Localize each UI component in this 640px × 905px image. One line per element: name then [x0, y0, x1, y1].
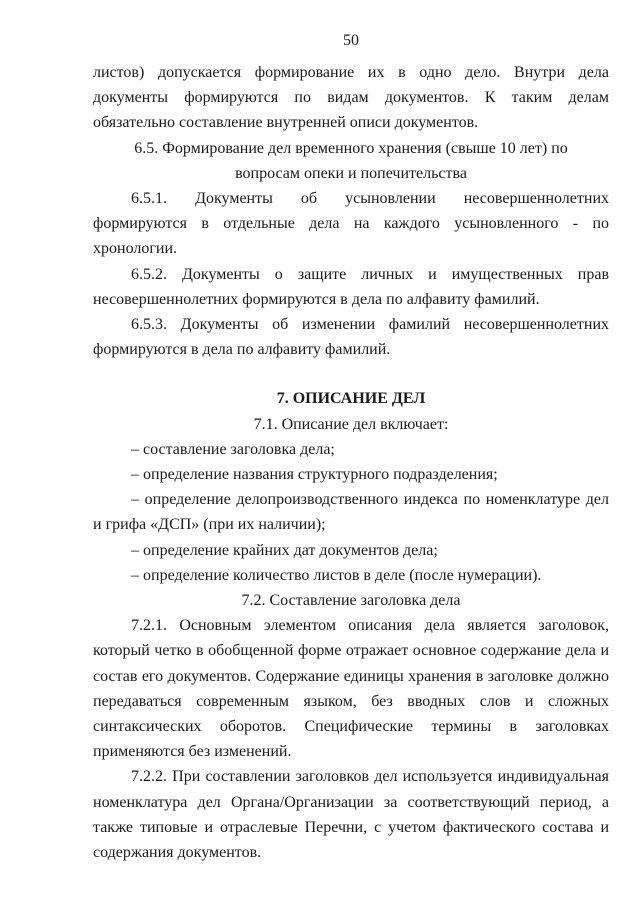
list-item: – определение названия структурного подразделения; [131, 466, 498, 484]
page-number: 50 [343, 32, 359, 49]
paragraph-6-5-1: 6.5.1. Документы об усыновлении несовершеннолетних формируются в отдельные дела на каждого усыновленного - по хронологии. [93, 190, 609, 258]
paragraph-7-2-1: 7.2.1. Основным элементом описания дела является заголовок, который четко в обобщенной форме отражает основное содержание дела и состав его документов. Содержание единицы хранения в заголовке должно передаваться современным языком, без вводных слов и сложных синтаксических оборотов. Специфические термины в заголовках применяются без изменений. [93, 617, 609, 761]
list-item: – определение крайних дат документов дела; [131, 541, 438, 559]
paragraph-6-5-3: 6.5.3. Документы об изменении фамилий несовершеннолетних формируются в дела по алфавиту фамилий. [93, 316, 609, 359]
subsection-heading-7-2: 7.2. Составление заголовка дела [241, 592, 461, 610]
paragraph-7-2-2: 7.2.2. При составлении заголовков дел используется индивидуальная номенклатура дел Органа/Организации за соответствующий период, а также типовые и отраслевые Перечни, с учетом фактического состава и содержания документов. [93, 768, 609, 862]
list-item: – составление заголовка дела; [131, 440, 335, 458]
paragraph-6-5-2: 6.5.2. Документы о защите личных и имущественных прав несовершеннолетних формируются в дела по алфавиту фамилий. [93, 265, 609, 308]
paragraph-continuation: листов) допускается формирование их в одно дело. Внутри дела документы формируются по видам документов. К таким делам обязательно составление внутренней описи документов. [93, 64, 609, 132]
section-heading-7: 7. ОПИСАНИЕ ДЕЛ [276, 390, 426, 408]
section-heading-6-5: 6.5. Формирование дел временного хранения (свыше 10 лет) по вопросам опеки и попечительства [134, 139, 568, 182]
document-body [93, 60, 609, 865]
list-item: – определение делопроизводственного индекса по номенклатуре дел и грифа «ДСП» (при их наличии); [93, 491, 609, 534]
subsection-heading-7-1: 7.1. Описание дел включает: [253, 415, 449, 433]
list-item: – определение количество листов в деле (после нумерации). [131, 566, 542, 584]
